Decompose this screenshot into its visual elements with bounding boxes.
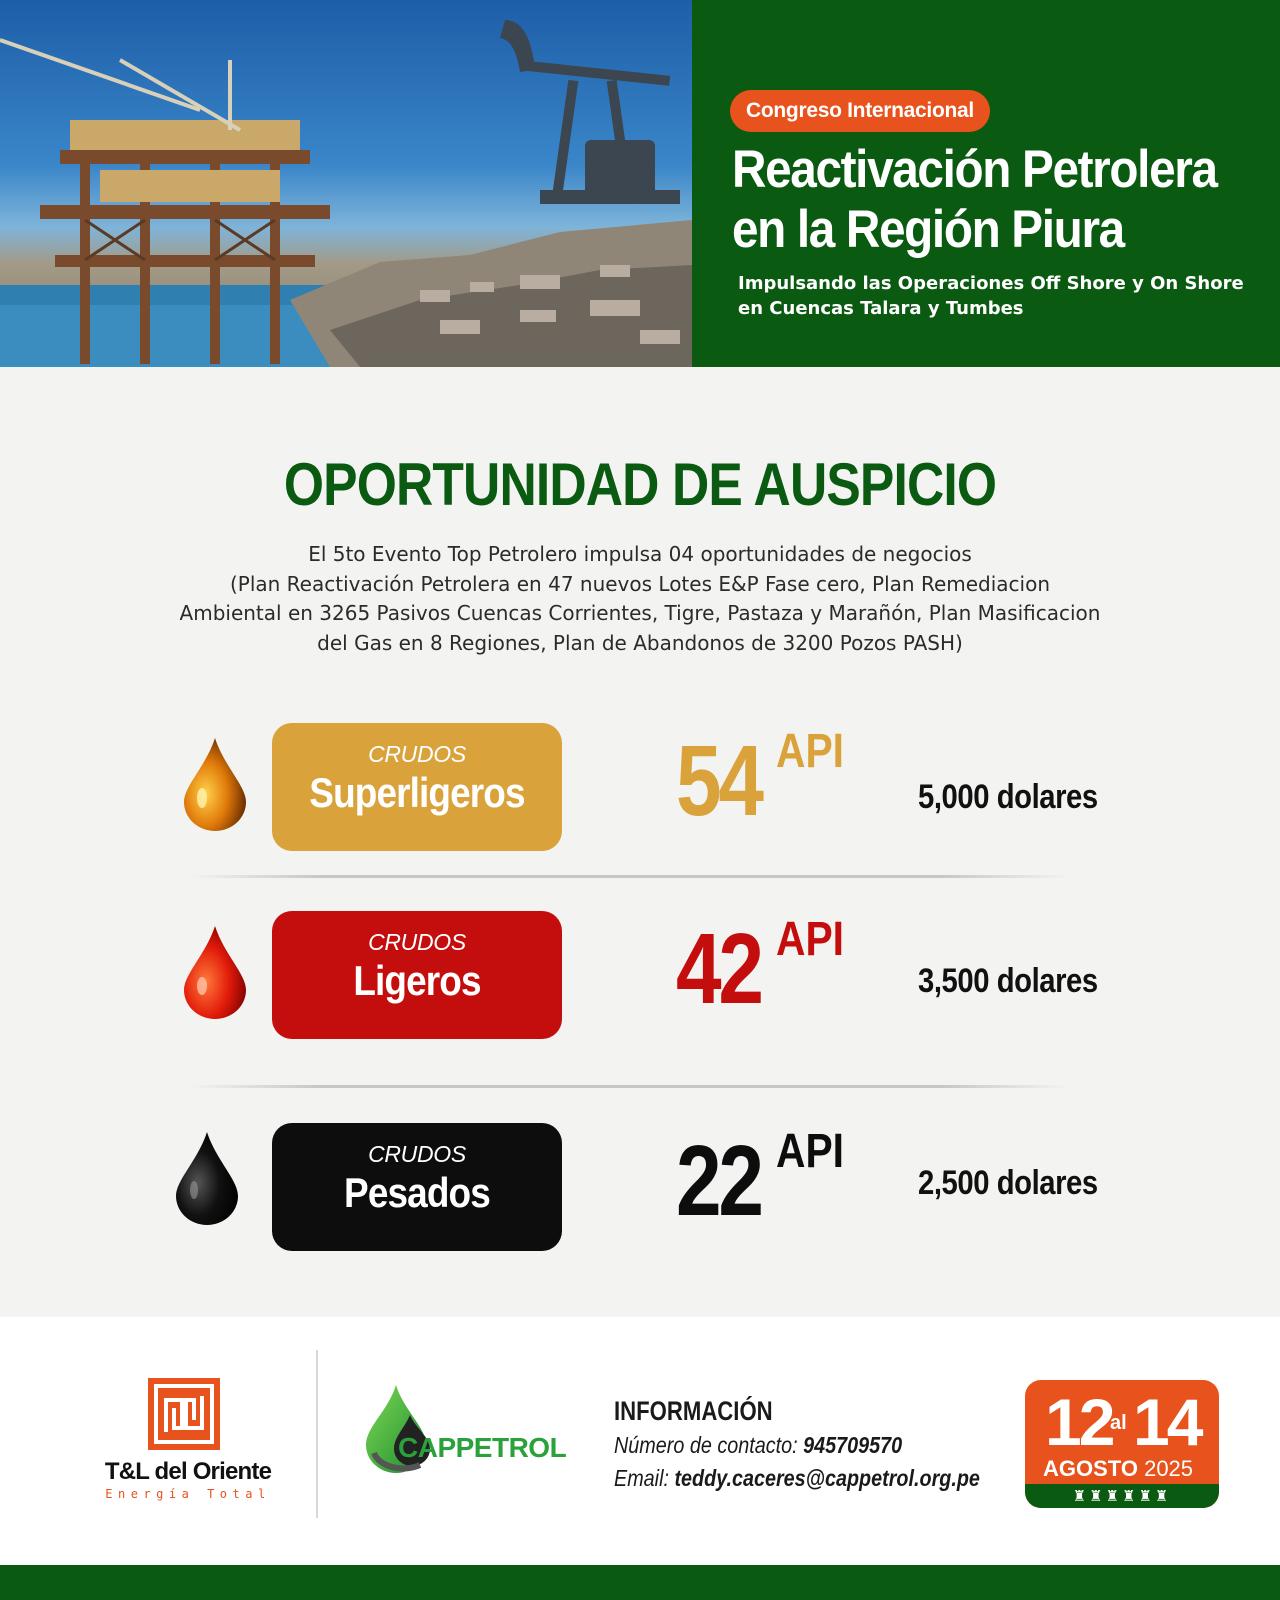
event-date-badge (1025, 1380, 1219, 1508)
tier-row-superligeros (0, 722, 1280, 852)
black-oil-drop-icon (172, 1130, 242, 1226)
header-banner (0, 0, 1280, 367)
tier-label-box (272, 723, 562, 851)
tl-oriente-logo-icon (148, 1378, 220, 1450)
email-link[interactable]: teddy.caceres@cappetrol.org.pe (674, 1465, 980, 1491)
divider (190, 1085, 1070, 1088)
tier-category: CRUDOS (368, 1141, 466, 1167)
event-subtitle-line: Impulsando las Operaciones Off Shore y On Shore (738, 273, 1244, 294)
tier-label-box (272, 911, 562, 1039)
date-connector: al (1110, 1412, 1127, 1434)
api-number: 22 (676, 1125, 761, 1237)
email-label: Email: (614, 1465, 669, 1491)
date-end: 14 (1133, 1385, 1201, 1459)
event-type-badge: Congreso Internacional (730, 90, 990, 132)
email-line (614, 1465, 980, 1492)
api-value (676, 912, 845, 1027)
tier-name: Ligeros (353, 957, 481, 1004)
tier-row-pesados (0, 1122, 1280, 1252)
intro-line: El 5to Evento Top Petrolero impulsa 04 oportunidades de negocios (308, 542, 972, 566)
event-title (732, 140, 1218, 260)
api-unit: API (776, 1125, 845, 1178)
decorative-pattern-strip: ♜♜♜♜♜♜ (1025, 1484, 1219, 1508)
event-title-line: en la Región Piura (732, 200, 1124, 259)
contact-phone[interactable]: 945709570 (803, 1432, 903, 1458)
intro-line: del Gas en 8 Regiones, Plan de Abandonos de 3200 Pozos PASH) (317, 630, 963, 655)
tier-category: CRUDOS (368, 929, 466, 955)
date-start: 12 (1045, 1385, 1113, 1459)
oil-platform-photo (0, 0, 692, 367)
contact-label: Número de contacto: (614, 1432, 798, 1458)
api-number: 54 (676, 725, 761, 837)
red-oil-drop-icon (180, 924, 250, 1020)
api-value (676, 1124, 845, 1239)
tier-price: 5,000 dolares (918, 778, 1098, 816)
amber-oil-drop-icon (180, 736, 250, 832)
cappetrol-name-part: PETROL (455, 1432, 567, 1463)
event-subtitle-line: en Cuencas Talara y Tumbes (738, 298, 1024, 319)
info-heading: INFORMACIÓN (614, 1396, 773, 1426)
tier-name: Pesados (344, 1169, 490, 1216)
tier-category: CRUDOS (368, 741, 466, 767)
tier-price: 3,500 dolares (918, 962, 1098, 1000)
date-year: 2025 (1144, 1456, 1194, 1481)
tl-oriente-tagline: Energía Total (105, 1487, 271, 1501)
section-title: OPORTUNIDAD DE AUSPICIO (283, 451, 997, 518)
intro-text (140, 540, 1140, 658)
tier-price: 2,500 dolares (918, 1164, 1098, 1202)
tier-name: Superligeros (309, 769, 525, 816)
tier-label-box (272, 1123, 562, 1251)
date-month: AGOSTO (1043, 1456, 1138, 1481)
tier-row-ligeros (0, 910, 1280, 1040)
event-title-line: Reactivación Petrolera (732, 140, 1217, 199)
intro-line: Ambiental en 3265 Pasivos Cuencas Corrientes, Tigre, Pastaza y Marañón, Plan Masificacion (179, 601, 1101, 625)
api-unit: API (776, 913, 845, 966)
api-value (676, 724, 845, 839)
cappetrol-name (398, 1432, 566, 1464)
api-number: 42 (676, 913, 761, 1025)
contact-line (614, 1432, 902, 1459)
date-month-year (1043, 1456, 1193, 1482)
footer-divider (316, 1350, 318, 1518)
event-subtitle (738, 271, 1258, 321)
divider (190, 875, 1070, 878)
tl-oriente-name: T&L del Oriente (104, 1458, 272, 1485)
api-unit: API (776, 725, 845, 778)
intro-line: (Plan Reactivación Petrolera en 47 nuevos Lotes E&P Fase cero, Plan Remediacion (229, 571, 1051, 596)
bottom-bar (0, 1565, 1280, 1600)
cappetrol-name-part: CAP (398, 1432, 456, 1463)
